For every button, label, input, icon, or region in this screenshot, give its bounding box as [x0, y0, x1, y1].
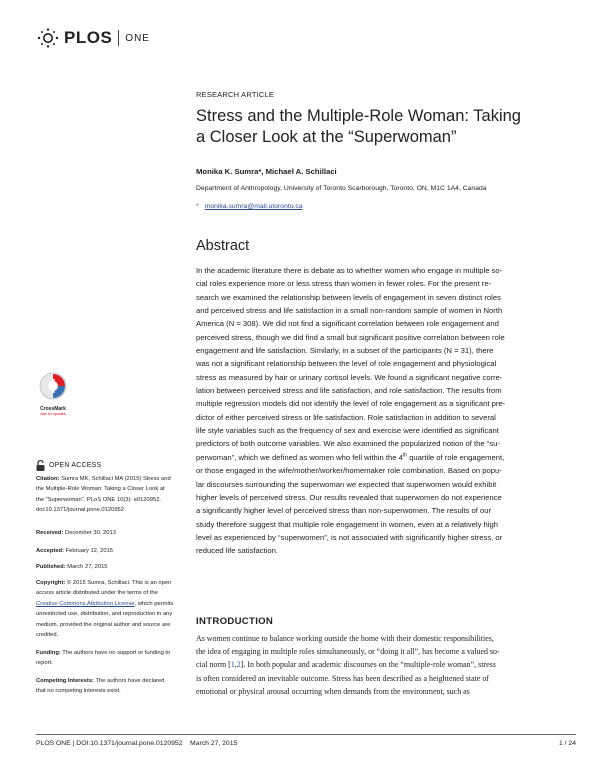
intro-line	[196, 658, 576, 671]
title-line-1: Stress and the Multiple-Role Woman: Taking	[196, 107, 521, 125]
abstract-line: reduced life satisfaction.	[196, 546, 278, 556]
logo-divider	[118, 30, 119, 46]
intro-text: ]. In both popular and academic discourses on the “multiple-role woman”, stress	[240, 660, 496, 670]
copyright-text: © 2015 Sumra, Schillaci. This is an open	[65, 580, 172, 586]
abstract-line: a significantly higher level of perceived stress than non-superwomen. The results of our	[196, 506, 492, 516]
crossmark-sub: click for updates	[40, 412, 66, 416]
plos-one-logo[interactable]	[36, 26, 150, 50]
email-link[interactable]: monika.sumra@mail.utoronto.ca	[204, 203, 303, 210]
copyright-text: , which permits	[134, 600, 174, 607]
abstract-line: search we examined the relationship between levels of engagement in seven distinct roles	[196, 292, 501, 302]
open-access-label: OPEN ACCESS	[49, 462, 102, 469]
abstract-line: In the academic literature there is debate as to whether women who engage in multiple so-	[196, 266, 503, 275]
abstract-line: multiple regression models did not identify the level of role engagement as a significant pre-	[196, 399, 506, 409]
abstract-line: engagement and life satisfaction. Similarly, in a subset of the participants (N = 31), there	[196, 346, 494, 356]
citation-line: the Multiple-Role Woman: Taking a Closer Look at	[36, 486, 165, 493]
intro-text: cial norm [	[196, 660, 231, 670]
abstract-heading: Abstract	[196, 238, 250, 254]
journal-brand: PLOS	[64, 28, 113, 47]
abstract-line	[196, 451, 576, 464]
copyright-line	[36, 578, 176, 588]
copyright-label: Copyright:	[36, 580, 66, 586]
competing-label: Competing Interests:	[36, 678, 94, 684]
introduction-heading: INTRODUCTION	[196, 616, 274, 627]
plos-circle-mark-icon	[36, 28, 60, 48]
reference-link-2[interactable]: 2	[236, 660, 241, 670]
abstract-line: was not a significant relationship between the level of role engagement and physiological	[196, 359, 497, 369]
accepted-label: Accepted:	[36, 548, 65, 554]
abstract-line: stress as measured by hair or urinary cortisol levels. We found a significant negative corre-	[196, 372, 503, 382]
funding-text: The authors have no support or funding to	[60, 650, 171, 656]
copyright-line: credited.	[36, 632, 59, 639]
copyright-line	[36, 599, 176, 609]
copyright-block	[36, 578, 176, 640]
funding-block	[36, 648, 176, 669]
abstract-line: lar discourses surrounding the superwoman we expected that superwomen would exhibit	[196, 479, 497, 489]
abstract-line: predictors of both outcome variables. We also examined the popularized notion of the “su-	[196, 439, 500, 449]
abstract-line: perceived stress, though we did find a small but significant positive correlation between role	[196, 332, 505, 342]
competing-interests-block	[36, 676, 176, 697]
citation-block	[36, 474, 176, 516]
received-date	[36, 528, 176, 538]
email-marker: *	[196, 203, 199, 210]
abstract-line: and perceived stress and life satisfaction in a small non-random sample of women in North	[196, 306, 503, 316]
superscript-th: th	[402, 452, 407, 459]
affiliation: Department of Anthropology, University of Toronto Scarborough, Toronto, ON, M1C 1A4, Canada	[196, 185, 487, 192]
published-label: Published:	[36, 564, 66, 570]
funding-line: report.	[36, 660, 53, 667]
copyright-line: access article distributed under the terms of the	[36, 590, 158, 597]
citation-line: doi:10.1371/journal.pone.0120952	[36, 507, 124, 514]
abstract-text: quartile of role engagement,	[407, 452, 505, 462]
crossmark-label: CrossMark	[40, 406, 66, 412]
title-line-2: a Closer Look at the “Superwoman”	[196, 128, 457, 146]
open-lock-icon	[36, 460, 45, 471]
ref-separator: ,	[234, 660, 237, 670]
intro-line: the idea of engaging in multiple roles simultaneously, or “doing it all”, has become a valued so-	[196, 647, 500, 657]
intro-line: As women continue to balance working outside the home with their domestic responsibilities,	[196, 634, 494, 643]
copyright-line: unrestricted use, distribution, and reproduction in any	[36, 611, 173, 618]
article-title	[196, 106, 576, 148]
received-value: December 30, 2013	[63, 530, 116, 536]
page-number: 1 / 24	[558, 740, 576, 747]
citation-line	[36, 474, 176, 484]
published-value: March 27, 2015	[65, 564, 108, 570]
copyright-line: medium, provided the original author and source are	[36, 621, 171, 628]
open-access-badge	[36, 460, 101, 471]
published-date	[36, 562, 176, 572]
abstract-line: lation between perceived stress and life satisfaction, and role satisfaction. The results from	[196, 386, 502, 396]
footer-divider	[36, 734, 576, 735]
accepted-date	[36, 546, 176, 556]
intro-line: is often considered an inevitable outcome. Stress has been described as a heightened state of	[196, 673, 489, 683]
abstract-line: cial roles experience more or less stress than women in fewer roles. For the present re-	[196, 279, 492, 289]
authors: Monika K. Sumra*, Michael A. Schillaci	[196, 167, 337, 176]
reference-link-1[interactable]: 1	[230, 660, 235, 670]
intro-line: emotional or physical arousal occurring when demands from the environment, such as	[196, 686, 470, 696]
competing-line: that no competing interests exist.	[36, 688, 121, 695]
abstract-line: life style variables such as the frequency of sex and exercise were identified as significant	[196, 426, 499, 436]
abstract-line: dictor of either perceived stress or life satisfaction. Role satisfaction in addition to several	[196, 412, 496, 422]
abstract-line: America (N = 308). We did not find a significant correlation between role engagement and	[196, 319, 499, 329]
funding-label: Funding:	[36, 650, 61, 656]
citation-text: Sumra MK, Schillaci MA (2015) Stress and	[59, 476, 171, 482]
citation-line: the “Superwoman”. PLoS ONE 10(3): e0120952.	[36, 496, 162, 503]
abstract-line: or those engaged in the wife/mother/worker/homemaker role combination. Based on popu-	[196, 466, 502, 476]
abstract-text: perwoman”, which we defined as women who fell within the 4	[196, 452, 403, 462]
competing-line	[36, 676, 176, 686]
corresponding-email	[196, 203, 303, 210]
article-type: RESEARCH ARTICLE	[196, 90, 275, 99]
accepted-value: February 12, 2015	[64, 548, 114, 554]
introduction-body	[196, 632, 576, 698]
crossmark-icon	[39, 372, 67, 400]
abstract-body	[196, 264, 576, 558]
abstract-line: study therefore suggest that multiple role engagement in women, even at a relatively high	[196, 519, 498, 529]
competing-text: The authors have declared	[93, 678, 165, 684]
footer-citation: PLOS ONE | DOI:10.1371/journal.pone.0120952 March 27, 2015	[36, 740, 238, 747]
journal-sub: ONE	[125, 32, 150, 44]
crossmark-badge[interactable]	[36, 372, 70, 416]
funding-line	[36, 648, 176, 658]
abstract-line: higher levels of perceived stress. Our results revealed that superwomen do not experience	[196, 492, 502, 502]
license-link[interactable]: Creative Commons Attribution License	[36, 600, 135, 607]
abstract-line: level as experienced by “superwomen”, is not associated with significantly higher stress, or	[196, 532, 503, 542]
received-label: Received:	[36, 530, 64, 536]
citation-label: Citation:	[36, 476, 60, 482]
